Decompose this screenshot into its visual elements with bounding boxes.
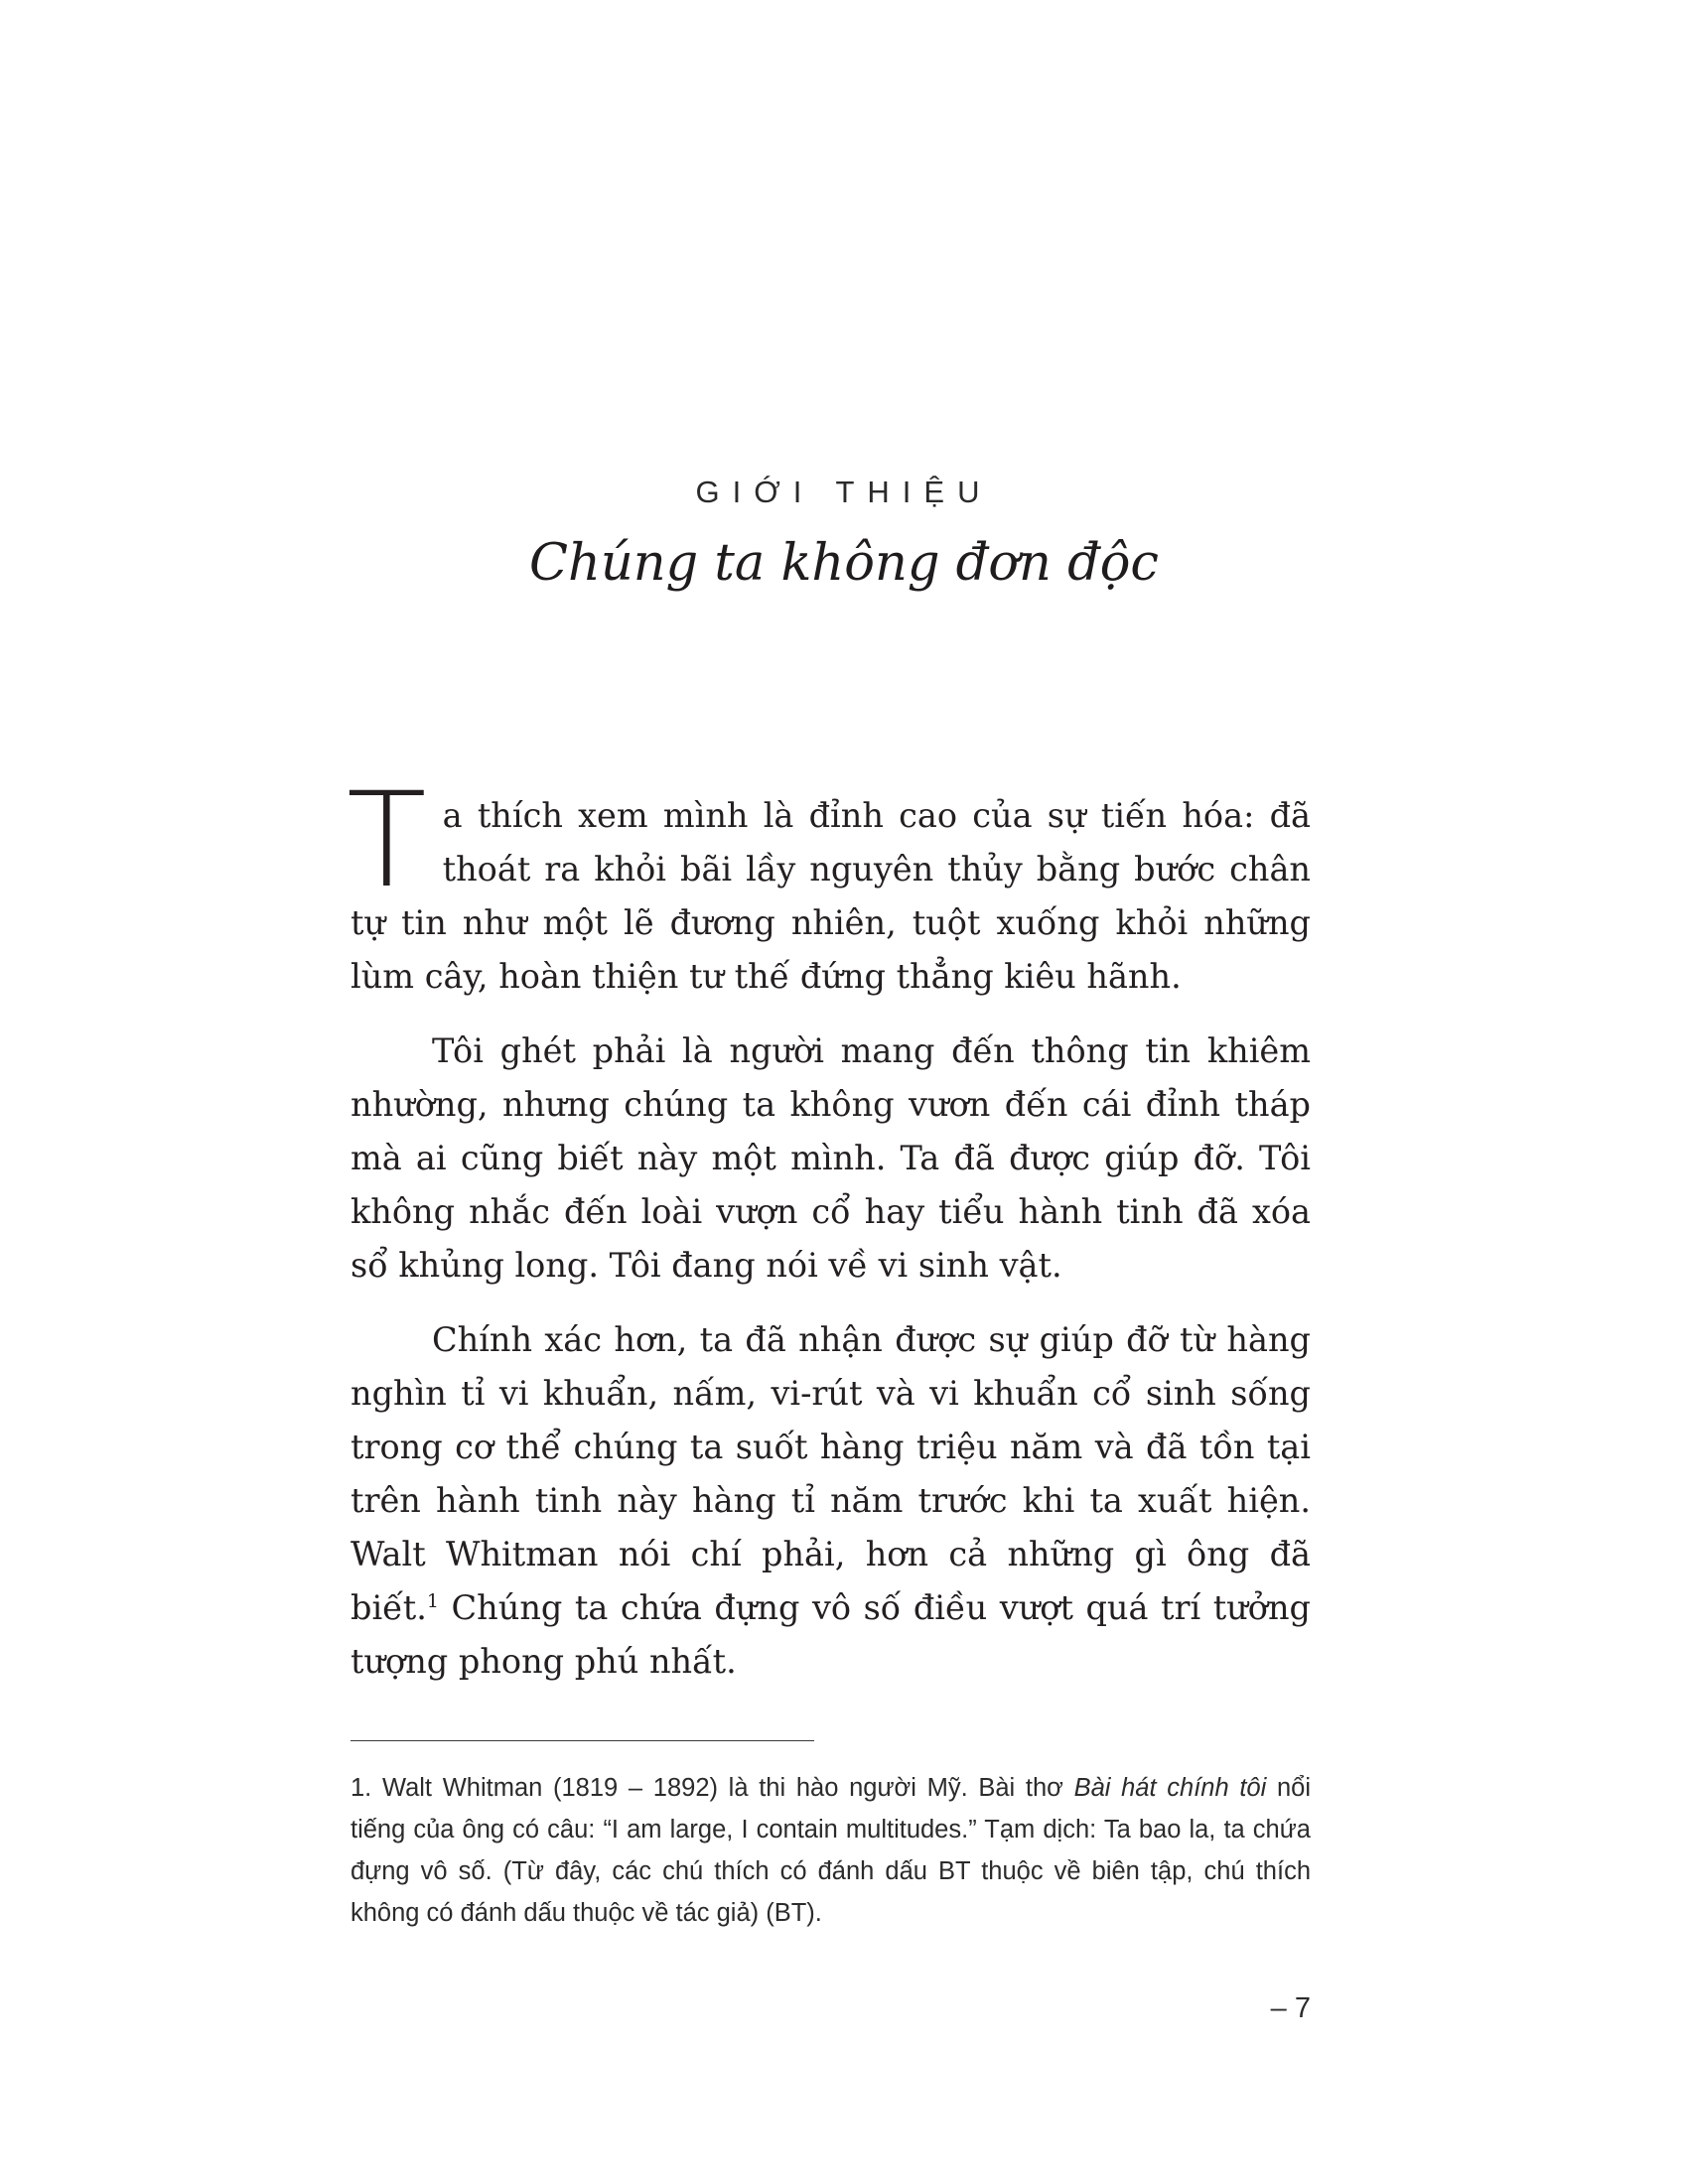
paragraph-1-text: a thích xem mình là đỉnh cao của sự tiến hóa: đã thoát ra khỏi bãi lầy nguyên thủy bằng bước chân tự tin như một lẽ đương nhiên, tuột xuống khỏi những lùm cây, hoàn thiện tư thế đứng thẳng kiêu hãnh. <box>351 796 1311 996</box>
paragraph-2: Tôi ghét phải là người mang đến thông tin khiêm nhường, nhưng chúng ta không vươn đến cái đỉnh tháp mà ai cũng biết này một mình. Ta đã được giúp đỡ. Tôi không nhắc đến loài vượn cổ hay tiểu hành tinh đã xóa sổ khủng long. Tôi đang nói về vi sinh vật. <box>351 1031 1311 1285</box>
drop-cap: T <box>347 764 427 917</box>
footnote-divider <box>351 1740 814 1741</box>
paragraph-1 <box>347 764 1311 1004</box>
footnote-poem-title: Bài hát chính tôi <box>1073 1774 1267 1802</box>
paragraph-3-text-after: Chúng ta chứa đựng vô số điều vượt quá trí tưởng tượng phong phú nhất. <box>351 1588 1311 1681</box>
footnote-reference: 1 <box>426 1589 439 1612</box>
chapter-label: GIỚI THIỆU <box>695 475 993 509</box>
footnote <box>351 1767 1311 1934</box>
page-number: – 7 <box>1270 1992 1311 2024</box>
paragraph-3-text-before: Chính xác hơn, ta đã nhận được sự giúp đỡ từ hàng nghìn tỉ vi khuẩn, nấm, vi-rút và vi khuẩn cổ sinh sống trong cơ thể chúng ta suốt hàng triệu năm và đã tồn tại trên hành tinh này hàng tỉ năm trước khi ta xuất hiện. Walt Whitman nói chí phải, hơn cả những gì ông đã biết. <box>351 1320 1311 1627</box>
chapter-title: Chúng ta không đơn độc <box>528 534 1159 593</box>
footnote-text-1: 1. Walt Whitman (1819 – 1892) là thi hào người Mỹ. Bài thơ <box>351 1774 1074 1802</box>
body-text <box>347 764 1311 1709</box>
paragraph-3 <box>351 1313 1311 1689</box>
footnote-text-2: nổi tiếng của ông có câu: “I am large, I contain multitudes.” Tạm dịch: Ta bao la, ta chứa đựng vô số. (Từ đây, các chú thích có đánh dấu BT thuộc về biên tập, chú thích không có đánh dấu thuộc về tác giả) (BT). <box>351 1774 1311 1927</box>
